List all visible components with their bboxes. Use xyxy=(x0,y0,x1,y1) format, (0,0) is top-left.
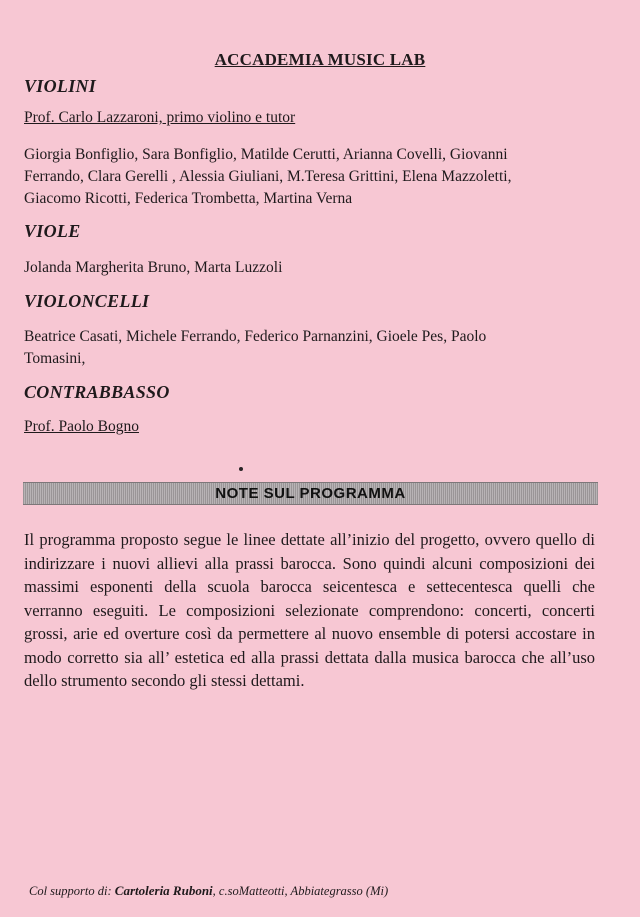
viole-line: Jolanda Margherita Bruno, Marta Luzzoli xyxy=(24,259,283,276)
footer-prefix: Col supporto di: xyxy=(29,884,112,898)
violini-heading: VIOLINI xyxy=(24,76,97,96)
violini-lead: Prof. Carlo Lazzaroni, primo violino e tutor xyxy=(24,109,296,126)
notes-banner xyxy=(23,482,598,505)
violoncelli-heading: VIOLONCELLI xyxy=(24,291,150,311)
contrabbasso-lead: Prof. Paolo Bogno xyxy=(24,418,139,435)
notes-heading: NOTE SUL PROGRAMMA xyxy=(215,485,406,502)
violini-names xyxy=(24,144,599,210)
violini-line: Giorgia Bonfiglio, Sara Bonfiglio, Matilde Cerutti, Arianna Covelli, Giovanni xyxy=(24,146,508,163)
viole-heading: VIOLE xyxy=(24,221,81,241)
notes-text: Il programma proposto segue le linee dettate all’inizio del progetto, ovvero quello di indirizzare i nuovi allievi alla prassi barocca. Sono quindi alcuni composizioni dei massimi esponenti della scuola barocca seicentesca e settecentesca quelli che verranno eseguiti. Le composizioni selezionate comprendono: concerti, concerti grossi, arie ed overture così da permettere al nuovo ensemble di potersi accostare in modo corretto sia all’ estetica ed alla prassi dettata dalla musica barocca che all’uso dello strumento secondo gli stessi dettami. xyxy=(24,530,595,690)
page-title: ACCADEMIA MUSIC LAB xyxy=(214,50,426,69)
footer-sponsor: Cartoleria Ruboni xyxy=(114,883,213,898)
violoncelli-names xyxy=(24,326,599,370)
violoncelli-line: Tomasini, xyxy=(24,350,86,367)
footer xyxy=(29,883,388,899)
footer-address: , c.soMatteotti, Abbiategrasso (Mi) xyxy=(212,884,389,898)
ink-dot xyxy=(239,467,243,471)
contrabbasso-heading: CONTRABBASSO xyxy=(24,382,170,402)
viole-names xyxy=(24,257,599,279)
violini-line: Giacomo Ricotti, Federica Trombetta, Martina Verna xyxy=(24,190,353,207)
violini-line: Ferrando, Clara Gerelli , Alessia Giuliani, M.Teresa Grittini, Elena Mazzoletti, xyxy=(24,168,512,185)
violoncelli-line: Beatrice Casati, Michele Ferrando, Federico Parnanzini, Gioele Pes, Paolo xyxy=(24,328,487,345)
